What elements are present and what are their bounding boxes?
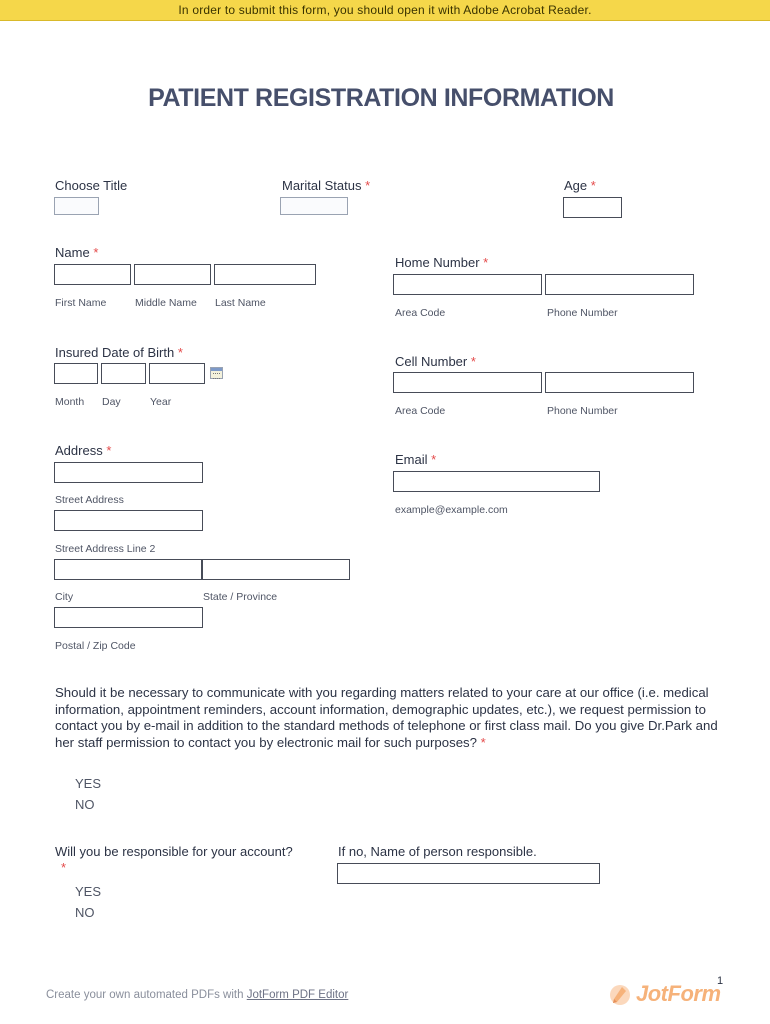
middle-name-sublabel: Middle Name [135,297,197,309]
middle-name-input[interactable] [134,264,211,285]
cell-phone-input[interactable] [545,372,694,393]
city-sublabel: City [55,591,74,603]
street-address-line2-input[interactable] [54,510,203,531]
page-number: 1 [717,975,724,987]
choose-title-label: Choose Title [55,178,128,193]
contact-option-no[interactable]: NO [75,797,95,812]
adobe-reader-banner: In order to submit this form, you should open it with Adobe Acrobat Reader. [0,0,770,21]
home-phone-input[interactable] [545,274,694,295]
calendar-icon[interactable] [210,367,223,379]
email-hint: example@example.com [395,504,508,516]
marital-status-select[interactable] [280,197,348,215]
choose-title-select[interactable] [54,197,99,215]
dob-year-sublabel: Year [150,396,172,408]
marital-status-label: Marital Status * [282,178,371,193]
dob-label: Insured Date of Birth * [55,345,183,360]
required-marker: * [590,178,596,193]
jotform-pdf-editor-link[interactable]: JotForm PDF Editor [246,989,349,1001]
first-name-input[interactable] [54,264,131,285]
dob-day-input[interactable] [101,363,146,384]
cell-area-code-sublabel: Area Code [395,405,446,417]
contact-option-yes[interactable]: YES [75,776,102,791]
responsible-label: Will you be responsible for your account? [55,844,293,859]
dob-day-sublabel: Day [102,396,121,408]
jotform-logo [608,980,728,1010]
jotform-logo-text: JotForm [636,981,721,1006]
email-input[interactable] [393,471,600,492]
contact-permission-question: Should it be necessary to communicate with you regarding matters related to your care at our office (i.e. medical information, appointment reminders, account information, demographic updates, etc.), we request permission to contact you by e-mail in addition to the standard methods of telephone or first class mail. Do you give Dr.Park and her staff permission to contact you by electronic mail for such purposes? * [55,685,718,750]
home-number-label: Home Number * [395,255,489,270]
responsible-person-label: If no, Name of person responsible. [338,844,537,859]
dob-month-input[interactable] [54,363,98,384]
required-marker: * [431,452,437,467]
state-input[interactable] [202,559,350,580]
home-phone-sublabel: Phone Number [547,307,618,319]
required-marker: * [106,443,112,458]
footer-text: Create your own automated PDFs with JotForm PDF Editor [46,989,349,1001]
required-marker: * [61,860,67,875]
zip-sublabel: Postal / Zip Code [55,640,136,652]
street-address-input[interactable] [54,462,203,483]
state-sublabel: State / Province [203,591,278,603]
last-name-input[interactable] [214,264,316,285]
dob-year-input[interactable] [149,363,205,384]
required-marker: * [93,245,99,260]
last-name-sublabel: Last Name [215,297,266,309]
street-address-sublabel: Street Address [55,494,124,506]
city-input[interactable] [54,559,202,580]
home-area-code-input[interactable] [393,274,542,295]
email-label: Email * [395,452,437,467]
page-title: PATIENT REGISTRATION INFORMATION [148,84,614,112]
cell-phone-sublabel: Phone Number [547,405,618,417]
cell-area-code-input[interactable] [393,372,542,393]
cell-number-label: Cell Number * [395,354,476,369]
name-label: Name * [55,245,99,260]
jotform-logo-icon [608,983,632,1007]
required-marker: * [483,255,489,270]
required-marker: * [470,354,476,369]
address-label: Address * [55,443,112,458]
age-input[interactable] [563,197,622,218]
required-marker: * [177,345,183,360]
street-address-line2-sublabel: Street Address Line 2 [55,543,156,555]
responsible-person-input[interactable] [337,863,600,884]
age-label: Age * [564,178,596,193]
required-marker: * [365,178,371,193]
required-marker: * [480,734,486,750]
first-name-sublabel: First Name [55,297,107,309]
responsible-option-yes[interactable]: YES [75,884,102,899]
home-area-code-sublabel: Area Code [395,307,446,319]
responsible-option-no[interactable]: NO [75,905,95,920]
zip-input[interactable] [54,607,203,628]
dob-month-sublabel: Month [55,396,85,408]
